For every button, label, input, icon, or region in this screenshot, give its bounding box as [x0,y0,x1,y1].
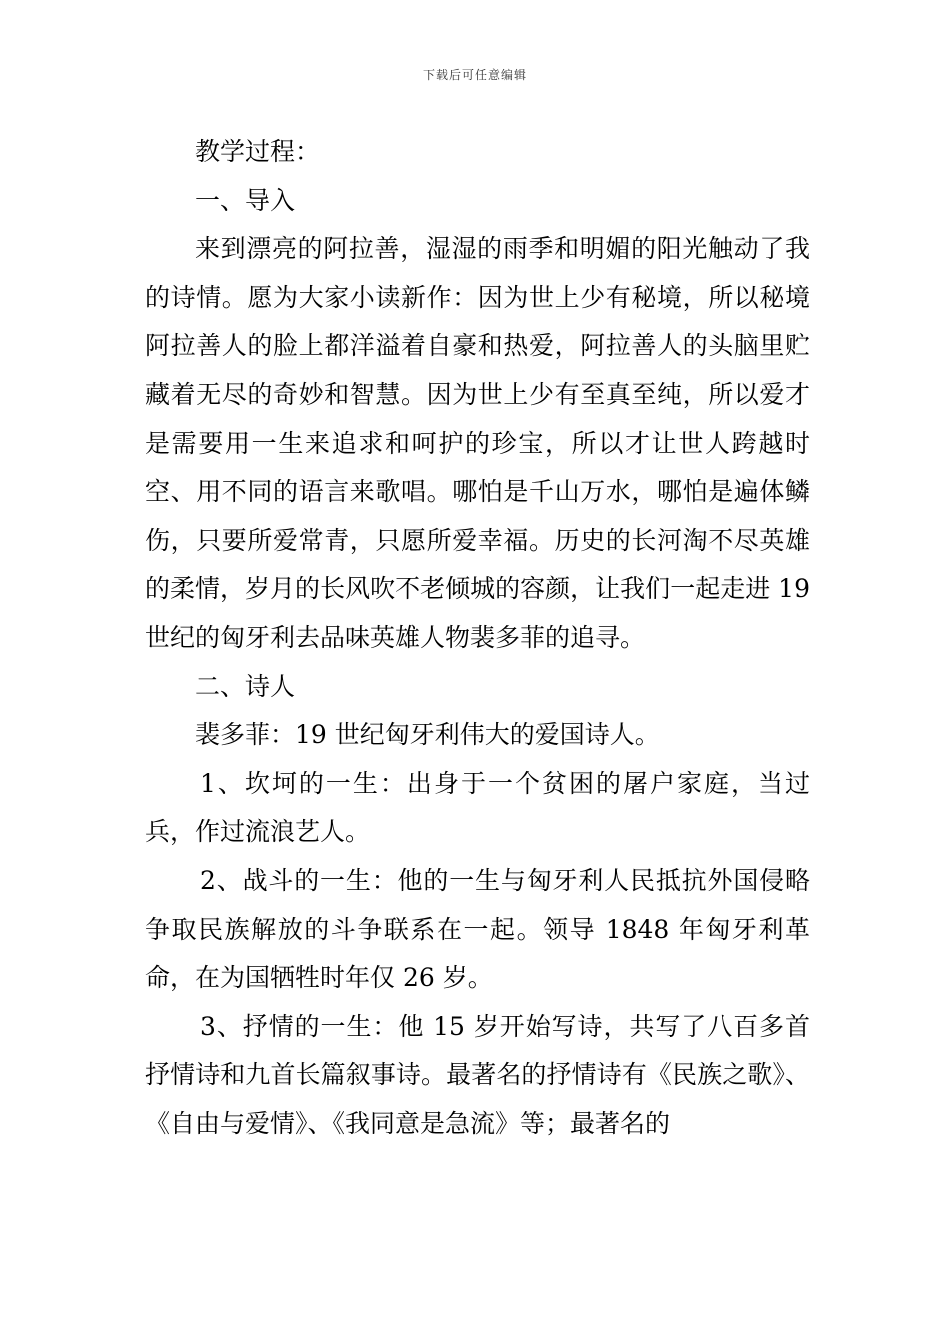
intro-paragraph: 来到漂亮的阿拉善，湿湿的雨季和明媚的阳光触动了我的诗情。愿为大家小读新作：因为世上少有秘境，所以秘境阿拉善人的脸上都洋溢着自豪和热爱，阿拉善人的头脑里贮藏着无尽的奇妙和智慧。因为世上少有至真至纯，所以爱才是需要用一生来追求和呵护的珍宝，所以才让世人跨越时空、用不同的语言来歌唱。哪怕是千山万水，哪怕是遍体鳞伤，只要所爱常青，只愿所爱幸福。历史的长河淘不尽英雄的柔情，岁月的长风吹不老倾城的容颜，让我们一起走进 19 世纪的匈牙利去品味英雄人物裴多菲的追寻。 [145,234,810,652]
section-heading-intro: 一、导入 [195,185,296,215]
section-heading-poet: 二、诗人 [195,671,296,701]
list-item-1: 1、坎坷的一生：出身于一个贫困的屠户家庭，当过兵，作过流浪艺人。 [145,768,810,847]
document-body [145,128,810,1148]
page-header: 下载后可任意编辑 [422,68,527,82]
poet-intro-paragraph: 裴多菲：19 世纪匈牙利伟大的爱国诗人。 [195,720,660,750]
section-heading-process: 教学过程： [195,137,321,166]
list-item-2: 2、战斗的一生：他的一生与匈牙利人民抵抗外国侵略争取民族解放的斗争联系在一起。领导 1848 年匈牙利革命，在为国牺牲时年仅 26 岁。 [145,865,810,993]
list-item-3: 3、抒情的一生：他 15 岁开始写诗，共写了八百多首抒情诗和九首长篇叙事诗。最著名的抒情诗有《民族之歌》、《自由与爱情》、《我同意是急流》等；最著名的 [145,1011,810,1138]
